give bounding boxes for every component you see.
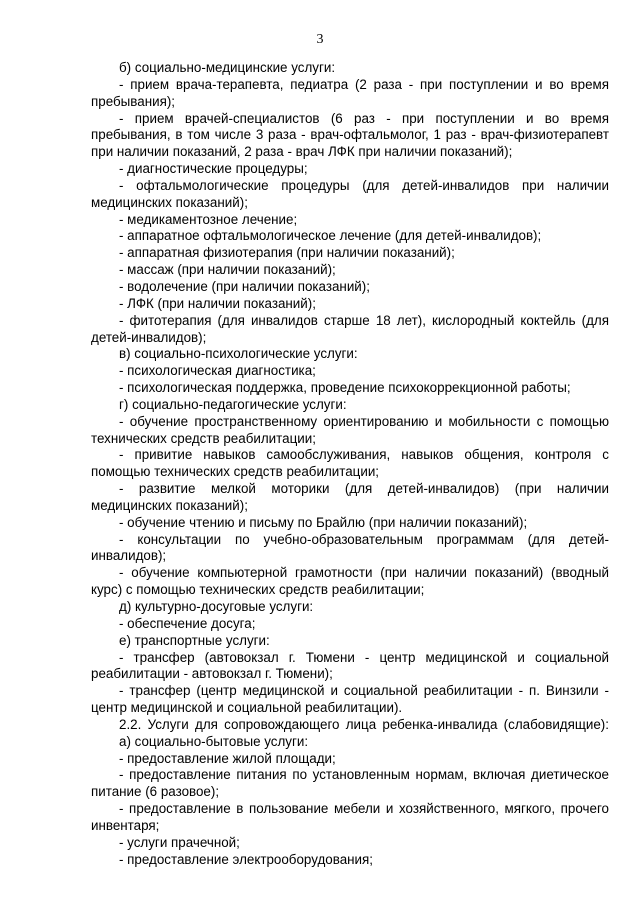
list-item: - трансфер (центр медицинской и социальной реабилитации - п. Винзили - центр медицинской и социальной реабилитации). (91, 683, 609, 716)
list-item: - психологическая диагностика; (119, 363, 316, 379)
list-item: - диагностические процедуры; (119, 161, 308, 177)
list-item: - медикаментозное лечение; (119, 211, 298, 227)
list-item: - обеспечение досуга; (119, 615, 256, 631)
list-item: - предоставление питания по установленным нормам, включая диетическое питание (6 разовое); (91, 767, 609, 800)
list-item: - прием врача-терапевта, педиатра (2 раза - при поступлении и во время пребывания); (91, 76, 609, 109)
list-item: - аппаратная физиотерапия (при наличии показаний); (119, 245, 455, 261)
section-heading: в) социально-психологические услуги: (119, 346, 358, 362)
list-item: - консультации по учебно-образовательным программам (для детей-инвалидов); (91, 531, 609, 564)
list-item: - водолечение (при наличии показаний); (119, 278, 370, 294)
list-item: - предоставление жилой площади; (119, 750, 336, 766)
section-heading: г) социально-педагогические услуги: (119, 396, 347, 412)
list-item: - психологическая поддержка, проведение психокоррекционной работы; (119, 380, 571, 396)
section-heading: б) социально-медицинские услуги: (119, 60, 336, 75)
page-number: 3 (316, 32, 324, 47)
section-heading: е) транспортные услуги: (119, 632, 270, 648)
list-item: - аппаратное офтальмологическое лечение (для детей-инвалидов); (119, 228, 542, 244)
list-item: - ЛФК (при наличии показаний); (119, 295, 316, 311)
list-item: - офтальмологические процедуры (для детей-инвалидов при наличии медицинских показаний); (91, 177, 609, 210)
numbered-clause: 2.2. Услуги для сопровождающего лица ребенка-инвалида (слабовидящие): (119, 716, 609, 732)
list-item: - предоставление в пользование мебели и хозяйственного, мягкого, прочего инвентаря; (91, 801, 609, 833)
list-item: - развитие мелкой моторики (для детей-инвалидов) (при наличии медицинских показаний); (91, 481, 609, 513)
list-item: - обучение компьютерной грамотности (при наличии показаний) (вводный курс) с помощью технических средств реабилитации; (91, 565, 609, 598)
list-item: - услуги прачечной; (119, 834, 240, 850)
list-item: - трансфер (автовокзал г. Тюмени - центр медицинской и социальной реабилитации - автовокзал г. Тюмени); (91, 649, 609, 682)
list-item: - обучение пространственному ориентированию и мобильности с помощью технических средств реабилитации; (91, 413, 609, 446)
list-item: - фитотерапия (для инвалидов старше 18 лет), кислородный коктейль (для детей-инвалидов); (91, 312, 609, 345)
list-item: - предоставление электрооборудования; (119, 851, 373, 867)
list-item: - прием врачей-специалистов (6 раз - при поступлении и во время пребывания, в том числе 3 раза - врач-офтальмолог, 1 раз - врач-физиотерапевт при наличии показаний, 2 раза - врач ЛФК при наличии показаний); (91, 110, 609, 160)
list-item: - привитие навыков самообслуживания, навыков общения, контроля с помощью технических средств реабилитации; (91, 447, 609, 480)
section-heading: а) социально-бытовые услуги: (119, 733, 309, 749)
section-heading: д) культурно-досуговые услуги: (119, 599, 314, 614)
list-item: - массаж (при наличии показаний); (119, 262, 336, 278)
page-body (91, 60, 609, 869)
list-item: - обучение чтению и письму по Брайлю (при наличии показаний); (119, 514, 528, 530)
